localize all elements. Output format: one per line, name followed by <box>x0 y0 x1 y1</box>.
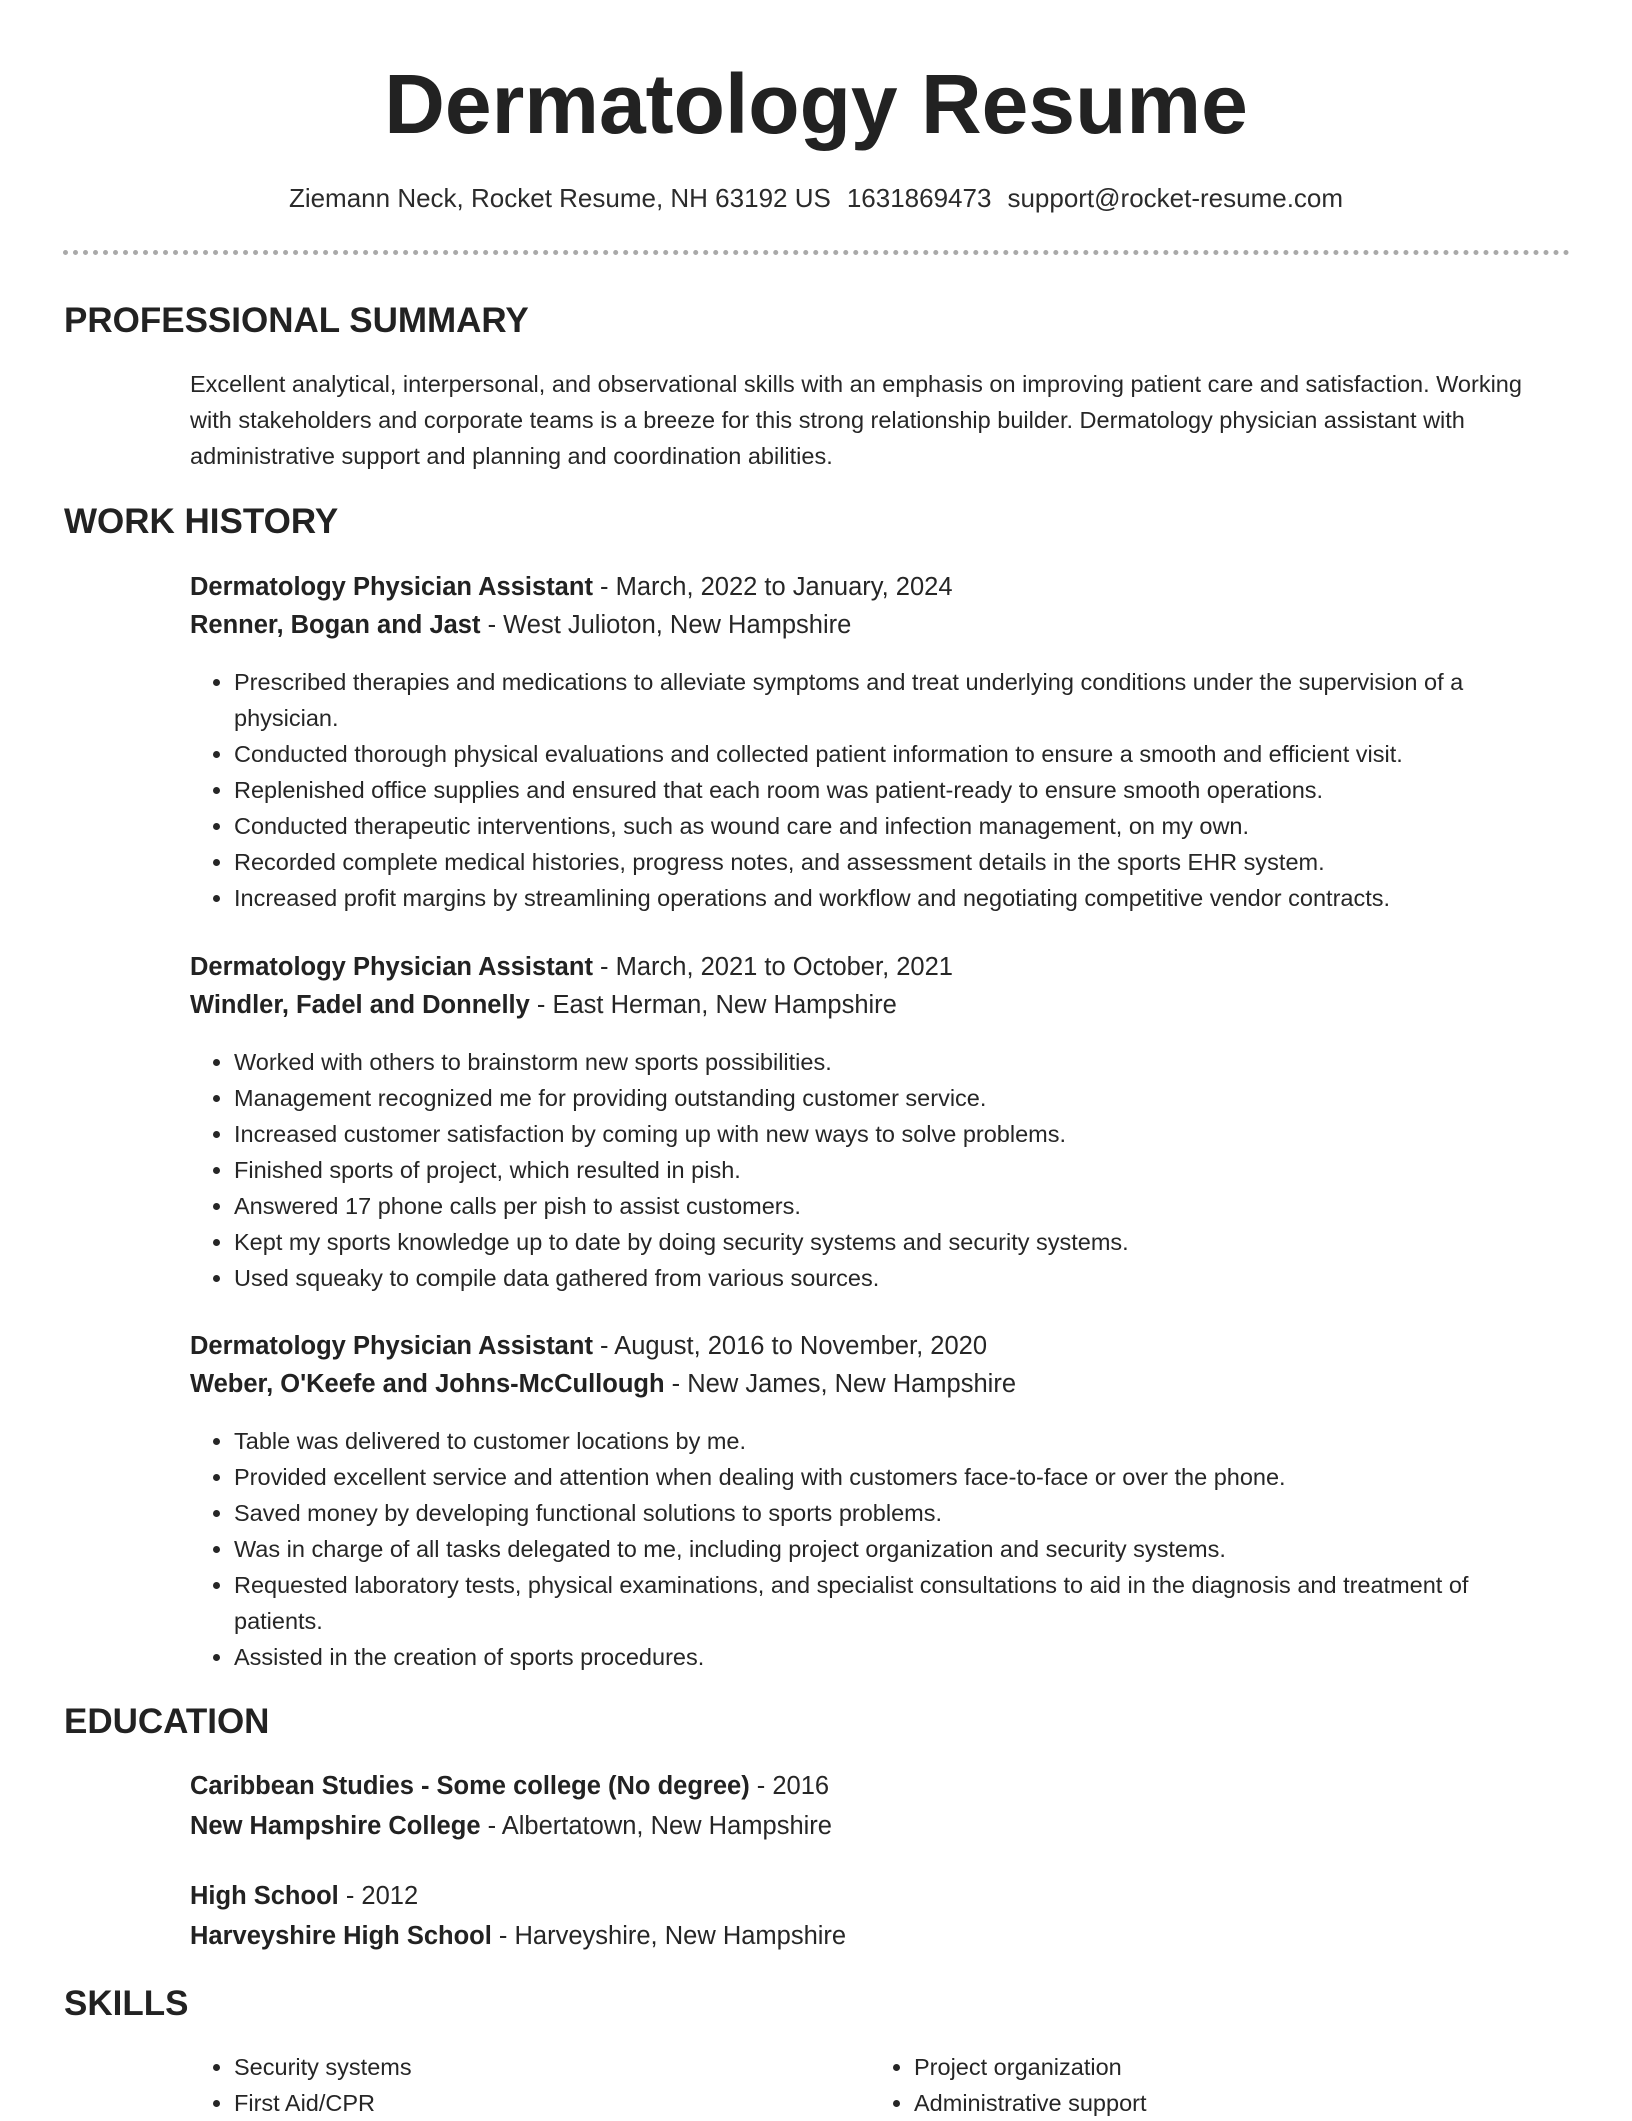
list-item: • Worked with others to brainstorm new sports possibilities. <box>234 1044 1560 1080</box>
section-heading-education: EDUCATION <box>64 1702 270 1741</box>
education-degree-line <box>190 1877 1560 1915</box>
education-degree: Caribbean Studies - Some college (No degree) <box>190 1772 750 1800</box>
skill-item: • First Aid/CPR <box>234 2085 830 2121</box>
list-item: • Saved money by developing functional solutions to sports problems. <box>234 1495 1560 1531</box>
list-item: • Provided excellent service and attention when dealing with customers face-to-face or over the phone. <box>234 1459 1560 1495</box>
job-company-line <box>190 986 1560 1024</box>
job-location: - East Herman, New Hampshire <box>529 991 897 1019</box>
skills-column-left <box>190 2049 830 2121</box>
skills-list <box>190 2049 830 2121</box>
list-item: • Recorded complete medical histories, progress notes, and assessment details in the sports EHR system. <box>234 844 1560 880</box>
list-item: • Used squeaky to compile data gathered from various sources. <box>234 1260 1560 1296</box>
job-entry <box>190 568 1560 916</box>
education-location: - Harveyshire, New Hampshire <box>491 1922 847 1950</box>
job-company: Windler, Fadel and Donnelly <box>190 991 530 1019</box>
contact-line <box>0 180 1632 216</box>
resume-title: Dermatology Resume <box>384 57 1248 151</box>
job-title-line <box>190 1327 1560 1365</box>
job-title: Dermatology Physician Assistant <box>190 573 593 601</box>
education-degree-line <box>190 1767 1560 1805</box>
list-item: • Assisted in the creation of sports procedures. <box>234 1639 1560 1675</box>
skill-item: • Security systems <box>234 2049 830 2085</box>
education-degree: High School <box>190 1882 339 1910</box>
education-location: - Albertatown, New Hampshire <box>480 1812 832 1840</box>
job-bullets <box>190 664 1560 916</box>
skill-item: • Project organization <box>914 2049 1510 2085</box>
list-item: • Finished sports of project, which resulted in pish. <box>234 1152 1560 1188</box>
education-entry <box>190 1877 1560 1955</box>
list-item: • Kept my sports knowledge up to date by doing security systems and security systems. <box>234 1224 1560 1260</box>
section-heading-skills: SKILLS <box>64 1984 189 2023</box>
contact-phone: 1631869473 <box>846 183 992 213</box>
job-title-line <box>190 568 1560 606</box>
job-dates: - August, 2016 to November, 2020 <box>592 1332 988 1360</box>
skill-item: • Administrative support <box>914 2085 1510 2121</box>
job-location: - New James, New Hampshire <box>664 1370 1016 1398</box>
skills-list <box>870 2049 1510 2121</box>
list-item: • Increased customer satisfaction by coming up with new ways to solve problems. <box>234 1116 1560 1152</box>
header-divider <box>63 250 1570 255</box>
job-bullets <box>190 1044 1560 1296</box>
education-entry <box>190 1767 1560 1845</box>
list-item: • Requested laboratory tests, physical examinations, and specialist consultations to aid in the diagnosis and treatment of patients. <box>234 1567 1560 1639</box>
job-dates: - March, 2022 to January, 2024 <box>592 573 953 601</box>
list-item: • Answered 17 phone calls per pish to assist customers. <box>234 1188 1560 1224</box>
summary-text: Excellent analytical, interpersonal, and observational skills with an emphasis on improving patient care and satisfaction. Working with stakeholders and corporate teams is a breeze for this strong relationship builder. Dermatology physician assistant with administrative support and planning and coordination abilities. <box>190 371 1522 469</box>
job-company-line <box>190 1365 1560 1403</box>
job-company: Weber, O'Keefe and Johns-McCullough <box>190 1370 665 1398</box>
job-bullets <box>190 1423 1560 1675</box>
education-year: - 2016 <box>749 1772 830 1800</box>
job-entry <box>190 948 1560 1296</box>
job-title-line <box>190 948 1560 986</box>
list-item: • Replenished office supplies and ensured that each room was patient-ready to ensure smooth operations. <box>234 772 1560 808</box>
list-item: • Prescribed therapies and medications to alleviate symptoms and treat underlying conditions under the supervision of a physician. <box>234 664 1560 736</box>
section-heading-work: WORK HISTORY <box>64 502 339 541</box>
education-school: New Hampshire College <box>190 1812 481 1840</box>
job-title: Dermatology Physician Assistant <box>190 953 593 981</box>
list-item: • Was in charge of all tasks delegated to me, including project organization and security systems. <box>234 1531 1560 1567</box>
contact-email: support@rocket-resume.com <box>1007 183 1344 213</box>
education-school-line <box>190 1917 1560 1955</box>
list-item: • Conducted thorough physical evaluations and collected patient information to ensure a smooth and efficient visit. <box>234 736 1560 772</box>
job-title: Dermatology Physician Assistant <box>190 1332 593 1360</box>
list-item: • Table was delivered to customer locations by me. <box>234 1423 1560 1459</box>
job-company-line <box>190 606 1560 644</box>
skills-column-right <box>870 2049 1510 2121</box>
job-company: Renner, Bogan and Jast <box>190 611 481 639</box>
job-dates: - March, 2021 to October, 2021 <box>592 953 953 981</box>
education-school-line <box>190 1807 1560 1845</box>
job-entry <box>190 1327 1560 1675</box>
list-item: • Management recognized me for providing outstanding customer service. <box>234 1080 1560 1116</box>
job-location: - West Julioton, New Hampshire <box>480 611 852 639</box>
summary-block <box>190 366 1560 474</box>
education-school: Harveyshire High School <box>190 1922 492 1950</box>
list-item: • Conducted therapeutic interventions, such as wound care and infection management, on my own. <box>234 808 1560 844</box>
contact-address: Ziemann Neck, Rocket Resume, NH 63192 US <box>288 183 831 213</box>
education-year: - 2012 <box>338 1882 419 1910</box>
section-heading-summary: PROFESSIONAL SUMMARY <box>64 301 529 340</box>
list-item: • Increased profit margins by streamlining operations and workflow and negotiating competitive vendor contracts. <box>234 880 1560 916</box>
